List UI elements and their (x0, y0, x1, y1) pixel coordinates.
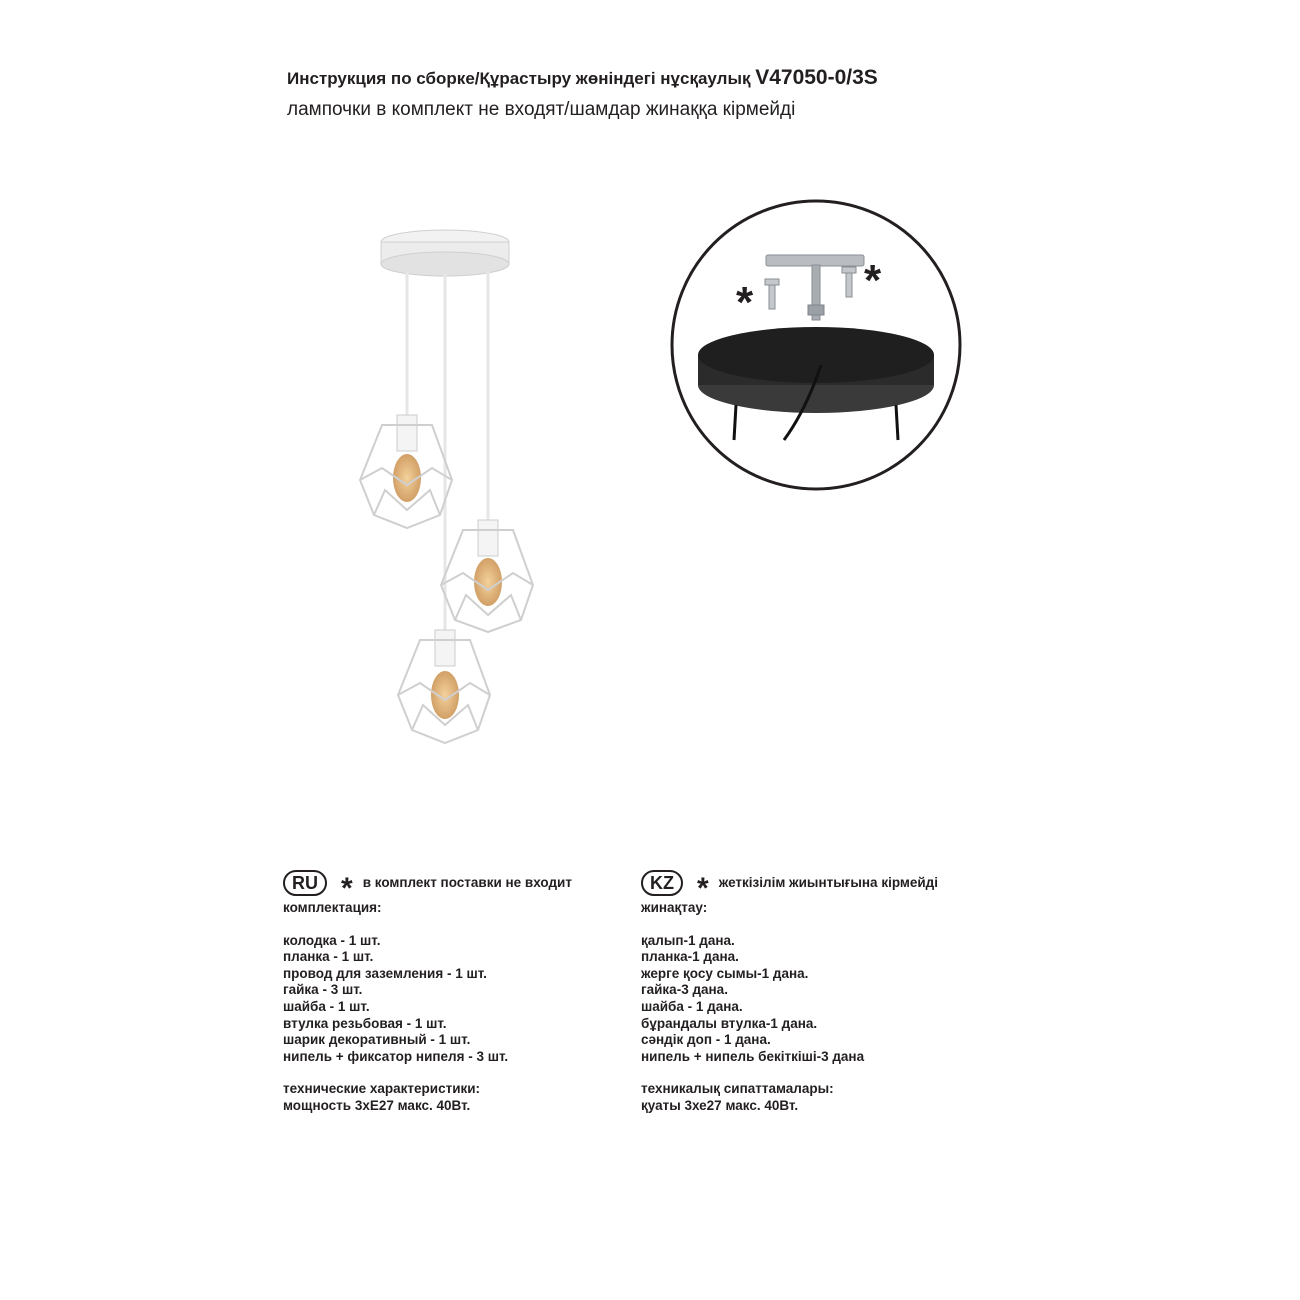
list-item: жерге қосу сымы-1 дана. (641, 965, 809, 981)
ru-language-badge: RU (283, 870, 327, 896)
list-item: бұрандалы втулка-1 дана. (641, 1015, 818, 1031)
list-item: гайка-3 дана. (641, 982, 728, 998)
detail-star-left: * (736, 278, 754, 327)
model-code: V47050-0/3S (755, 66, 878, 89)
canopy-bottom (381, 252, 509, 276)
detail-star-right: * (864, 256, 882, 305)
list-item: нипель + нипель бекіткіші-3 дана (641, 1048, 865, 1064)
list-item: шайба - 1 дана. (641, 998, 743, 1014)
list-item: гайка - 3 шт. (283, 982, 363, 998)
list-item: колодка - 1 шт. (283, 932, 381, 948)
kz-language-badge: KZ (641, 870, 683, 896)
ru-specs-value: мощность 3хE27 макс. 40Вт. (283, 1097, 471, 1113)
canopy-mounting-detail (666, 195, 966, 495)
bulbs-not-included-note: лампочки в комплект не входят/шамдар жинаққа кірмейді (287, 99, 796, 120)
kz-specs-title: техникалық сипаттамалары: (641, 1081, 834, 1097)
lamp-cage-3 (398, 630, 490, 743)
lamp-cage-1 (360, 415, 452, 528)
list-item: шарик декоративный - 1 шт. (283, 1032, 471, 1048)
ru-column (283, 868, 613, 1115)
list-item: планка-1 дана. (641, 949, 739, 965)
pendant-lamp-illustration (340, 210, 560, 770)
title-text: Инструкция по сборке/Құрастыру жөніндегі нұсқаулық (287, 69, 751, 88)
ru-kit-title: комплектация: (283, 900, 382, 915)
list-item: нипель + фиксатор нипеля - 3 шт. (283, 1048, 509, 1064)
ru-star-icon: * (341, 872, 353, 905)
ru-specs-title: технические характеристики: (283, 1081, 481, 1097)
kz-header (641, 868, 1001, 905)
header (287, 66, 878, 123)
list-item: қалып-1 дана. (641, 932, 735, 948)
kz-kit-title: жинақтау: (641, 900, 708, 915)
list-item: шайба - 1 шт. (283, 998, 370, 1014)
kz-column (641, 868, 1001, 1115)
document-title (287, 66, 878, 91)
list-item: планка - 1 шт. (283, 949, 374, 965)
list-item: сәндік доп - 1 дана. (641, 1032, 771, 1048)
list-item: втулка резьбовая - 1 шт. (283, 1015, 447, 1031)
ru-not-included-note: в комплект поставки не входит (362, 874, 572, 890)
kz-star-icon: * (697, 872, 709, 905)
lamp-cage-2 (441, 520, 533, 632)
kz-not-included-note: жеткізілім жиынтығына кірмейді (718, 874, 939, 890)
ru-header (283, 868, 613, 905)
list-item: провод для заземления - 1 шт. (283, 965, 487, 981)
kz-specs-value: қуаты 3хе27 макс. 40Вт. (641, 1097, 799, 1113)
